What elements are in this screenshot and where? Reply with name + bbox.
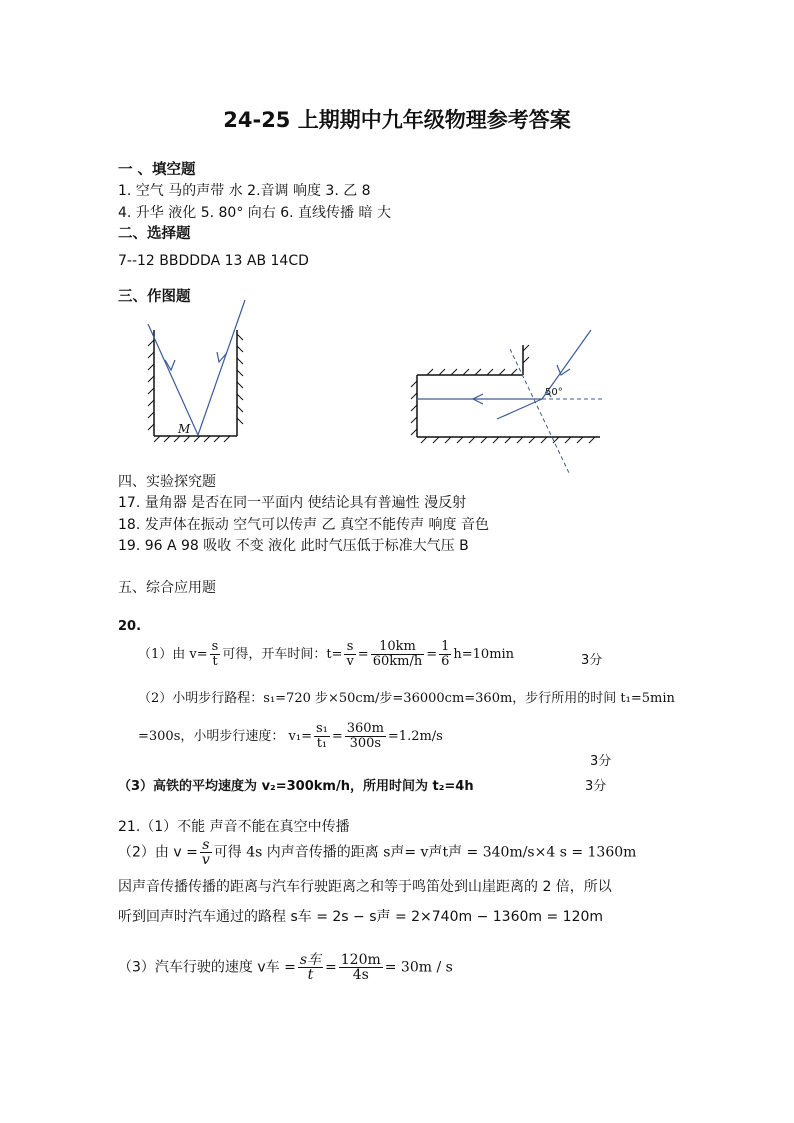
equals: = (426, 647, 438, 662)
q20-p1-frac4 (439, 640, 451, 669)
reflection-diagram (140, 300, 260, 450)
q20-p3-score: 3分 (585, 779, 607, 794)
q21-l5-frac1 (298, 953, 323, 982)
q21-l2-pre: （2）由 v = (118, 844, 198, 861)
q21-l2-frac (200, 838, 212, 867)
frac-num: s₁ (315, 721, 328, 736)
experiment-answer-18: 18. 发声体在振动 空气可以传声 乙 真空不能传声 响度 音色 (118, 517, 489, 533)
q20-part2-line2 (138, 722, 443, 751)
choice-answers: 7--12 BBDDDA 13 AB 14CD (118, 253, 309, 269)
q21-l5-end: = 30m / s (384, 959, 453, 976)
q20-part3: （3）高铁的平均速度为 v₂=300km/h，所用时间为 t₂=4h (118, 779, 474, 794)
angle-label: 50° (545, 387, 563, 398)
frac-num: s (344, 640, 355, 655)
q20-p2-frac1 (314, 722, 330, 751)
q20-p1-mid: 可得，开车时间：t= (222, 647, 343, 662)
experiment-answer-17: 17. 量角器 是否在同一平面内 使结论具有普遍性 漫反射 (118, 495, 467, 511)
q21-part1: 21.（1）不能 声音不能在真空中传播 (118, 819, 350, 835)
section-choice-heading: 二、选择题 (118, 226, 191, 242)
q20-number: 20. (118, 619, 142, 634)
frac-num: s车 (299, 952, 322, 968)
q20-p1-pre: （1）由 v= (138, 647, 208, 662)
frac-den: t (307, 967, 314, 983)
frac-num: s (200, 838, 212, 853)
q20-p1-frac1 (210, 640, 221, 669)
q21-l5-frac2 (339, 953, 383, 982)
q21-l5-pre: （3）汽车行驶的速度 v车 = (118, 959, 296, 976)
q20-p2-end: =1.2m/s (387, 729, 443, 744)
refraction-diagram (405, 325, 615, 480)
q20-part1 (138, 640, 514, 669)
equals: = (357, 647, 369, 662)
q20-part2-line1: （2）小明步行路程：s₁=720 步×50cm/步=36000cm=360m，步行所用的时间 t₁=5min (138, 691, 675, 706)
frac-num: s (211, 639, 219, 654)
q21-part2-result: 听到回声时汽车通过的路程 s车 = 2s − s声 = 2×740m − 1360m = 120m (118, 909, 604, 925)
q20-p1-score: 3分 (581, 653, 603, 668)
q20-p2-pre: =300s，小明步行速度： v₁= (138, 729, 312, 744)
q20-p1-end: h=10min (453, 647, 515, 662)
q21-l2-end: 可得 4s 内声音传播的距离 s声= v声t声 = 340m/s×4 s = 1360m (213, 844, 637, 861)
experiment-answer-19: 19. 96 A 98 吸收 不变 液化 此时气压低于标准大气压 B (118, 538, 469, 554)
point-m-label: M (178, 422, 191, 436)
q21-part2-explain: 因声音传播传播的距离与汽车行驶距离之和等于鸣笛处到山崖距离的 2 倍，所以 (118, 879, 612, 895)
fill-blank-line-2: 4. 升华 液化 5. 80° 向右 6. 直线传播 暗 大 (118, 205, 391, 221)
frac-den: t₁ (316, 736, 328, 751)
page-title: 24-25 上期期中九年级物理参考答案 (223, 108, 571, 132)
frac-num: 10km (371, 640, 425, 655)
q20-p1-frac2 (344, 640, 355, 669)
section-drawing-heading: 三、作图题 (118, 289, 191, 305)
q20-p2-score: 3分 (590, 754, 612, 769)
frac-den: 6 (441, 654, 450, 669)
q20-p2-frac2 (345, 722, 386, 751)
equals: = (331, 729, 343, 744)
section-application-heading: 五、综合应用题 (118, 580, 216, 596)
section-experiment-heading: 四、实验探究题 (118, 474, 216, 490)
frac-num: 1 (441, 639, 450, 654)
frac-den: 60km/h (372, 654, 423, 669)
frac-den: 4s (352, 967, 369, 983)
frac-den: t (212, 654, 218, 669)
equals: = (325, 959, 337, 976)
frac-num: 120m (340, 952, 381, 968)
q21-part3 (118, 953, 453, 982)
frac-den: v (346, 654, 354, 669)
section-fill-blank-heading: 一 、填空题 (118, 162, 196, 178)
frac-den: 300s (349, 736, 382, 751)
fill-blank-line-1: 1. 空气 马的声带 水 2.音调 响度 3. 乙 8 (118, 183, 371, 199)
frac-num: 360m (346, 721, 384, 736)
q21-part2 (118, 838, 636, 867)
frac-den: v (201, 852, 210, 868)
q20-p1-frac3 (371, 640, 425, 669)
